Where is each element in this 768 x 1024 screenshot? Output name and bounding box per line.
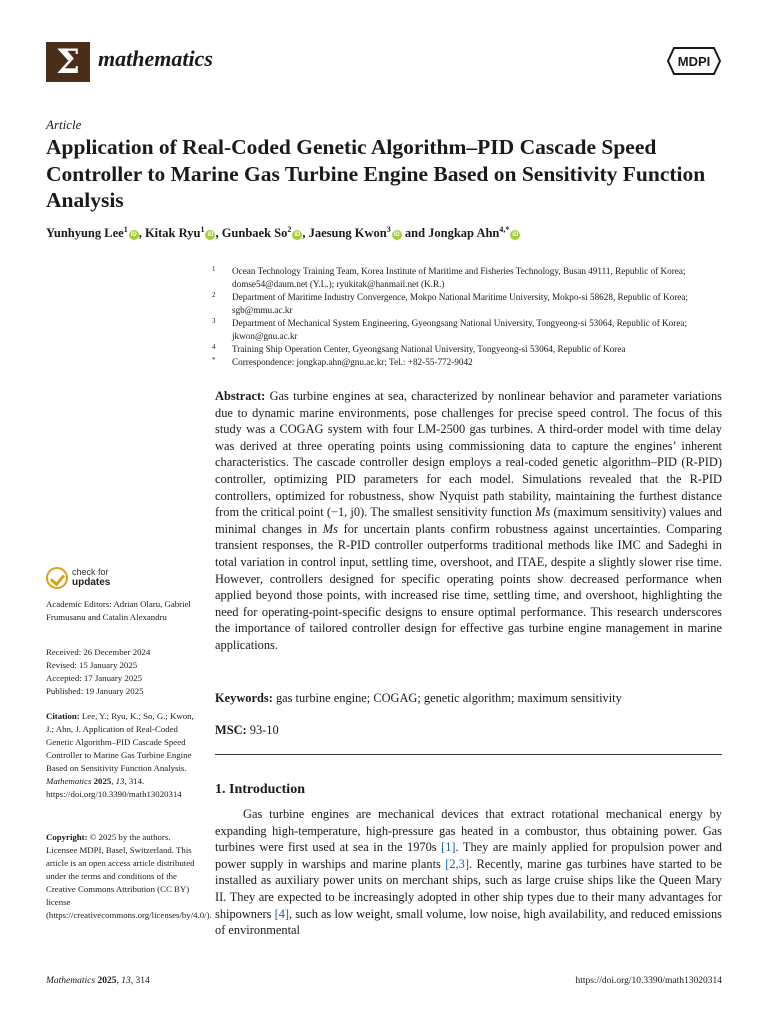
- orcid-icon[interactable]: iD: [130, 232, 137, 239]
- affiliation-list: [212, 265, 742, 369]
- date-received: Received: 26 December 2024: [46, 647, 151, 657]
- introduction-paragraph: Gas turbine engines are mechanical devices that extract rotational mechanical energy by expanding high-temperature, high-pressure gas heated in a combustor, thus obtaining power. Gas turbines were first used at sea in the 1970s [1]. They are mainly applied for propulsion power and power supply in warships and marine plants [2,3]. Recently, marine gas turbines have started to be installed as auxiliary power units on merchant ships, such as large cruise ships like the Queen Mary II. They are expected to be increasingly adopted in other ship types due to their many advantages for shipowners [4], such as low weight, small volume, low noise, high availability, and reduced emissions of environmental: [215, 807, 722, 938]
- correspondence-item: [212, 356, 742, 369]
- footer-volume: 13: [121, 976, 131, 986]
- orcid-icon[interactable]: iD: [393, 232, 400, 239]
- academic-editors: [46, 598, 196, 624]
- orcid-icon[interactable]: iD: [512, 232, 519, 239]
- check-for-updates-badge[interactable]: [46, 567, 166, 591]
- section-heading: 1. Introduction: [215, 782, 305, 797]
- affiliation-number: 4: [212, 343, 216, 351]
- affiliation-item: [212, 343, 742, 356]
- footer-year: 2025: [97, 976, 117, 986]
- author-name: Kitak Ryu: [144, 226, 201, 241]
- abstract-label: Abstract:: [215, 389, 266, 403]
- affiliation-number: 1: [212, 265, 216, 273]
- citation-volume: 13: [115, 776, 125, 786]
- date-published: Published: 19 January 2025: [46, 686, 144, 696]
- citation-label: Citation:: [46, 711, 80, 721]
- author-affil-sup: 4,*: [499, 225, 510, 234]
- orcid-icon[interactable]: iD: [294, 232, 301, 239]
- author-affil-sup: 1: [123, 225, 128, 234]
- footer-citation: Mathematics 2025, 13, 314: [46, 976, 150, 986]
- article-dates: [46, 646, 196, 698]
- affiliation-item: [212, 317, 742, 343]
- affiliation-number: 2: [212, 291, 216, 299]
- footer-doi-link[interactable]: https://doi.org/10.3390/math13020314: [575, 976, 722, 986]
- author-name: Jaesung Kwon: [308, 226, 387, 241]
- citation-text: Lee, Y.; Ryu, K.; So, G.; Kwon, J.; Ahn, J. Application of Real-Coded Genetic Algorithm–PID Cascade Speed Controller to Marine Gas Turbine Engine Based on Sensitivity Function Analysis.: [46, 711, 194, 773]
- affiliation-text: Correspondence: jongkap.ahn@gnu.ac.kr; Tel.: +82-55-772-9042: [232, 357, 473, 367]
- section-divider: [215, 754, 722, 755]
- citation-journal: Mathematics: [46, 776, 92, 786]
- affiliation-item: [212, 265, 742, 291]
- citation-block: Citation: Lee, Y.; Ryu, K.; So, G.; Kwon, J.; Ahn, J. Application of Real-Coded Genetic Algorithm–PID Cascade Speed Controller to Marine Gas Turbine Engine Based on Sensitivity Function Analysis. Mathematics 2025, 13, 314. https://doi.org/10.3390/math13020314: [46, 711, 194, 799]
- date-revised: Revised: 15 January 2025: [46, 660, 138, 670]
- author-separator: ,: [302, 226, 309, 241]
- footer-journal: Mathematics: [46, 976, 96, 986]
- check-label-line2: updates: [72, 577, 111, 588]
- article-type: Article: [46, 117, 82, 132]
- editors-label: Academic Editors:: [46, 599, 112, 609]
- author-affil-sup: 2: [287, 225, 292, 234]
- keywords-label: Keywords:: [215, 691, 273, 705]
- msc-label: MSC:: [215, 723, 247, 737]
- citation-link[interactable]: [2,3]: [445, 856, 469, 871]
- check-icon: [46, 567, 68, 589]
- footer-article: , 314: [130, 976, 150, 986]
- author-name: Gunbaek So: [221, 226, 288, 241]
- journal-logo: Σ: [46, 42, 90, 82]
- msc-text: 93-10: [249, 723, 279, 737]
- author-separator: ,: [138, 226, 145, 241]
- author-name: Jongkap Ahn: [428, 226, 500, 241]
- citation-tail: , 314. https://doi.org/10.3390/math13020314: [46, 776, 182, 799]
- author-separator: ,: [215, 226, 222, 241]
- check-label-line1: check for: [72, 567, 109, 577]
- author-affil-sup: 1: [200, 225, 205, 234]
- paper-title: Application of Real-Coded Genetic Algorithm–PID Cascade Speed Controller to Marine Gas Turbine Engine Based on Sensitivity Function Analysis: [46, 135, 706, 212]
- citation-year: 2025: [93, 776, 112, 786]
- affiliation-text: Department of Maritime Industry Convergence, Mokpo National Maritime University, Mokpo-si 58628, Republic of Korea; sgb@mmu.ac.kr: [232, 292, 688, 315]
- author-affil-sup: 3: [386, 225, 391, 234]
- author-separator: and: [401, 226, 429, 241]
- affiliation-text: Ocean Technology Training Team, Korea Institute of Maritime and Fisheries Technology, Busan 49111, Republic of Korea; domse54@daum.net (Y.L.); ryukitak@hanmail.net (K.R.): [232, 266, 686, 289]
- abstract: Abstract: Gas turbine engines at sea, characterized by nonlinear behavior and parameter variations due to dynamic marine environments, pose challenges for precise speed control. The focus of this study was a COGAG system with four LM-2500 gas turbines. A third-order model with time delay was derived at three operating points using commissioning data to capture the engines’ inherent characteristics. The cascade controller design employs a real-coded genetic algorithm–PID (R-PID) controller, optimizing PID parameters for each model. Simulations revealed that the R-PID controllers, optimized for robustness, show Nyquist path stability, maintaining the furthest distance from the critical point (−1, j0). The smallest sensitivity function Ms (maximum sensitivity) values and minimal changes in Ms for uncertain plants confirm robustness against uncertainties. Comparing transient responses, the R-PID controller outperforms traditional methods like IMC and Sadeghi in total variation in control input, settling time, overshoot, and ITAE, despite a slightly slower rise time. However, controllers designed for specific operating points show decreased performance when applied beyond those points, with increased rise time, settling time, and overshoot, highlighting the need for operating-point-specific designs to ensure optimal performance. This research underscores the importance of tailored controller design for effective gas turbine engine management in marine applications.: [215, 389, 722, 652]
- msc-code: [215, 722, 722, 739]
- mdpi-logo: [666, 46, 722, 76]
- editors-names: Adrian Olaru, Gabriel Frumusanu and Catalin Alexandru: [46, 599, 191, 622]
- author-list: [46, 225, 520, 241]
- affiliation-number: *: [212, 356, 216, 364]
- journal-name: mathematics: [98, 46, 213, 71]
- copyright-block: [46, 831, 212, 922]
- keywords-text: gas turbine engine; COGAG; genetic algorithm; maximum sensitivity: [275, 691, 622, 705]
- copyright-text: © 2025 by the authors. Licensee MDPI, Basel, Switzerland. This article is an open access article distributed under the terms and conditions of the Creative Commons Attribution (CC BY) license (https://creativecommons.org/licenses/by/4.0/).: [46, 832, 212, 920]
- affiliation-text: Department of Mechanical System Engineering, Gyeongsang National University, Tongyeong-si 53064, Republic of Korea; jkwon@gnu.ac.kr: [232, 318, 688, 341]
- affiliation-text: Training Ship Operation Center, Gyeongsang National University, Tongyeong-si 53064, Republic of Korea: [232, 344, 626, 354]
- author-name: Yunhyung Lee: [46, 226, 124, 241]
- orcid-icon[interactable]: iD: [207, 232, 214, 239]
- date-accepted: Accepted: 17 January 2025: [46, 673, 143, 683]
- publisher-name: MDPI: [677, 54, 711, 69]
- affiliation-number: 3: [212, 317, 216, 325]
- keywords: [215, 690, 722, 707]
- affiliation-item: [212, 291, 742, 317]
- citation-link[interactable]: [1]: [441, 840, 456, 855]
- copyright-label: Copyright:: [46, 832, 88, 842]
- citation-link[interactable]: [4]: [274, 906, 290, 921]
